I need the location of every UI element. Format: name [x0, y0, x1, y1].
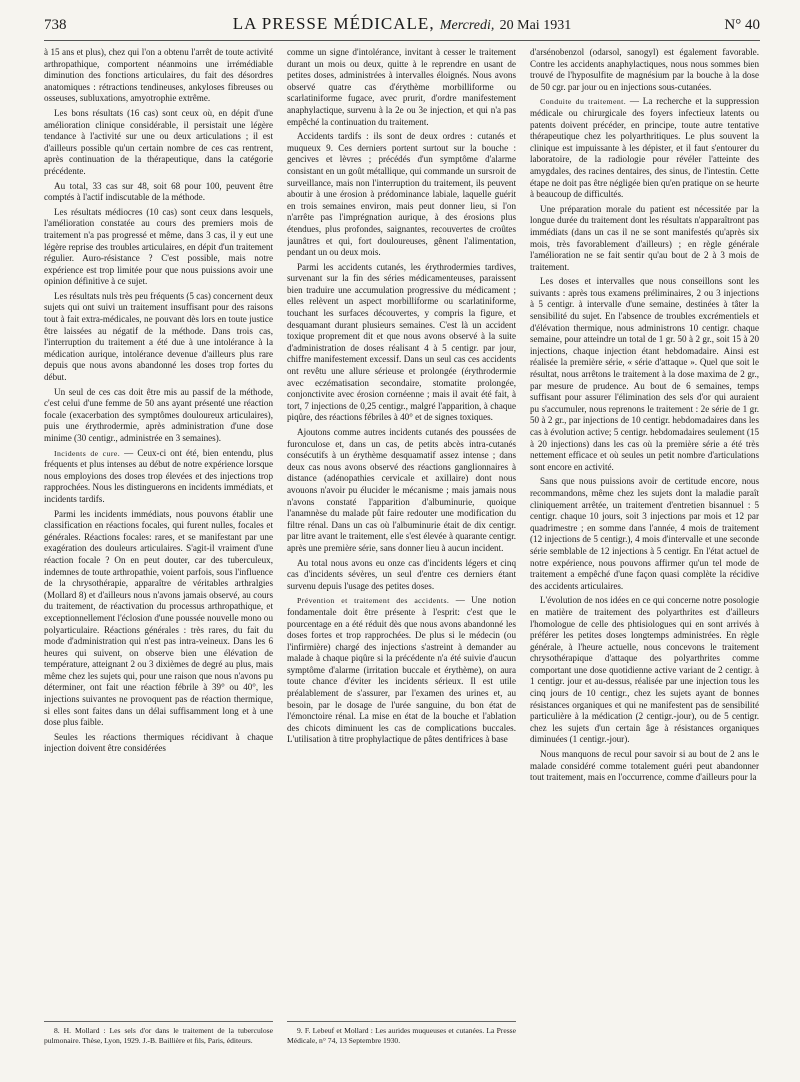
page-number: 738 — [44, 17, 67, 33]
journal-title — [233, 14, 571, 34]
paragraph: Les résultats nuls très peu fréquents (5 cas) concernent deux sujets qui ont suivi un traitement insuffisant pour des raisons tout à fait extra-médicales, ne pouvant dès lors en toute justice être laissées au négatif de la méthode. Dans trois cas, l'interruption du traitement a été due à une intolérance à la médication aurique, intolérance devenue d'ailleurs plus rare depuis que nous avons abandonné les doses trop fortes du début. — [44, 290, 273, 383]
column-middle — [287, 47, 516, 1067]
paragraph: à 15 ans et plus), chez qui l'on a obtenu l'arrêt de toute activité arthropathique, comportent néanmoins une irrémédiable diminution des fonctions articulaires, du fait des désordres anatomiques : rétractions tendineuses, ankyloses fibreuses ou osseuses, subluxations, amyotrophie extrême. — [44, 47, 273, 104]
section-text: — La recherche et la suppression médicale ou chirurgicale des foyers infectieux latents ou patents doivent précéder, en principe, toute autre tentative thérapeutique chez les polyarthritiques. Le plus souvent la clinique est impuissante à les dépister, et il faut s'entourer du laboratoire, de la radiologie pour révéler l'atteinte des amygdales, des racines dentaires, des sinus, de l'intestin. Cette étape ne doit pas être négligée bien qu'en pratique on se heurte à beaucoup de difficultés. — [530, 96, 759, 200]
paragraph: Parmi les accidents cutanés, les érythrodermies tardives, survenant sur la fin des séries médicamenteuses, paraissent bien traduire une accumulation progressive du médicament ; elles relèvent un aspect morbilliforme ou scarlatiniforme, touchant les surfaces découvertes, y compris la figure, et desquamant durant plusieurs semaines. C'est là un accident toxique proprement dit et que nous avons observé à la suite d'administration de doses réalisant 4 à 5 centigr. par jour, chiffre manifestement excessif. Dans un seul cas ces accidents ont revêtu une allure sérieuse et prolongée (érythrodermie avec eczématisation secondaire, stomatite prolongée, conjonctivite avec érosion cornéenne ; mais il avait été fait, à tort, 7 injections de 0,25 centigr., malgré l'apparition, à chaque piqûre, des réactions fébriles à 40° et de signes toxiques. — [287, 261, 516, 423]
section-heading: Incidents de cure. — [54, 448, 121, 458]
section-paragraph — [287, 595, 516, 746]
section-text: — Une notion fondamentale doit être présente à l'esprit: c'est que le pourcentage en a été réduit dès que nous avons abandonné les doses fortes et trop rapprochées. De plus si le médecin (ou l'infirmière) chargé des injections s'astreint à demander au malade à chaque piqûre si la précédente n'a été suivie d'aucun symptôme d'alarme (irritation buccale et érythème), on aura toute chance d'éviter les incidents sérieux. Il est utile préalablement de s'assurer, par l'examen des urines et, au besoin, par le dosage de l'urée sanguine, du bon état de l'émonctoire rénal. La mise en état de la bouche et l'ablation des chicots diminuent les cas de complications buccales. L'utilisation à titre prophylactique de pâtes dentifrices à base — [287, 595, 516, 745]
paragraph: Accidents tardifs : ils sont de deux ordres : cutanés et muqueux 9. Ces derniers portent surtout sur la bouche : gencives et lèvres ; précédés d'un symptôme d'alarme consistant en un goût métallique, qui commande un sursroit de surveillance, mais non l'interruption du traitement, ils peuvent aboutir à une érosion à prédominance labiale, laquelle guérit en trois semaines environ, mais peut donner lieu, si l'on n'arrête pas l'imprégnation aurique, à des érosions plus étendues, plus profondes, saignantes, recouvertes de croûtes jaunâtres et qui, fort douloureuses, gênent l'alimentation, pendant un ou deux mois. — [287, 131, 516, 258]
journal-name: LA PRESSE MÉDICALE, — [232, 14, 435, 33]
paragraph: Au total, 33 cas sur 48, soit 68 pour 100, peuvent être comptés à l'actif indiscutable de la méthode. — [44, 180, 273, 203]
text-columns — [44, 47, 760, 1067]
paragraph: Ajoutons comme autres incidents cutanés des poussées de furonculose et, dans un cas, de petits abcès intra-cutanés consécutifs à un érythème desquamatif assez intense ; dans deux cas nous avons observé des réactions ganglionnaires à distance (adénopathies cervicale et axillaire) dont nous avouons n'avoir pu élucider le mécanisme ; mais jamais nous n'avons constaté l'apparition d'albuminurie, quoique l'anamnèse du malade pût faire redouter une modification du filtre rénal. Dans un cas où l'albuminurie était de dix centigr. par litre avant le traitement, elle s'est élevée à quarante centigr. après une première série, sans donner lieu à aucun incident. — [287, 427, 516, 553]
section-heading: Conduite du traitement. — [540, 97, 627, 107]
paragraph: Seules les réactions thermiques récidivant à chaque injection doivent être considérées — [44, 731, 273, 754]
paragraph: Au total nous avons eu onze cas d'incidents légers et cinq cas d'incidents sévères, un seul d'entre ces derniers étant survenu depuis l'usage des petites doses. — [287, 557, 516, 591]
column-left — [44, 47, 273, 1067]
paragraph: Sans que nous puissions avoir de certitude encore, nous recommandons, même chez les sujets dont la maladie paraît cliniquement arrêtée, un traitement d'entretien bisannuel : 5 centigr. chaque 10 jours, soit 3 injections par mois et 12 par quadrimestre ; en somme dans l'année, 4 mois de traitement (12 injections de 5 centigr.), 4 mois d'intervalle et une seconde série semblable de 12 injections à 5 centigr. En l'état actuel de notre expérience, nous pouvons affirmer qu'un tel mode de traitement a empêché d'une façon quasi complète la récidive des accidents articulaires. — [530, 476, 759, 591]
paragraph: Les doses et intervalles que nous conseillons sont les suivants : après tous examens préliminaires, 2 ou 3 injections à 5 centigr. à intervalle d'une semaine, destinées à tâter la sensibilité du sujet. En l'absence de troubles excrémentiels et d'élévation thermique, nous administrons 10 centigr. chaque semaine, pour atteindre un total de 1 gr. 50 à 2 gr., soit 15 à 20 injections, chaque injection étant hebdomadaire. Ainsi est réalisée la première série, « série d'attaque ». Quel que soit le résultat, nous arrêtons le traitement à la dose maxima de 2 gr., par mesure de prudence. Au bout de 6 semaines, temps suffisant pour assurer l'élimination des sels d'or qui auraient pu s'accumuler, nous reprenons le traitement : 2e série de 1 gr. 50 à 2 gr., par injections de 10 centigr. hebdomadaires dans les cas à évolution active; 5 centigr. hebdomadaires seulement (15 à 20 injections) dans les cas où la première série a été très nettement efficace et où seules un petit nombre d'articulations sont encore en activité. — [530, 276, 759, 472]
paragraph: Un seul de ces cas doit être mis au passif de la méthode, c'est celui d'une femme de 50 ans ayant présenté une réaction focale (exacerbation des symptômes douloureux articulaires), puis une érythrodermie, après administration d'une dose minime (30 centigr., administrée en 3 semaines). — [44, 386, 273, 443]
paragraph: Nous manquons de recul pour savoir si au bout de 2 ans le malade considéré comme totalement guéri peut abandonner tout traitement, mais en l'occurrence, comme d'ailleurs pour la — [530, 749, 759, 783]
paragraph: Parmi les incidents immédiats, nous pouvons établir une classification en réactions focales, qui furent nulles, focales et générales. Réactions focales: rares, et se manifestant par une exagération des douleurs articulaires. S'agit-il vraiment d'une réaction focale ? On en peut douter, car des tuberculeux, indemnes de toute arthropathie, voient parfois, sous l'influence de la chrysothérapie, apparaître de véritables arthralgies (Mollard 8) et d'ailleurs nous n'avons jamais observé, au cours du traitement, de réactivation du processus arthropathique, et exceptionnellement l'éclosion d'une poussée nouvelle mono ou polyarticulaire. Réactions générales : très rares, du fait du mode d'administration qui n'est pas intra-veineux. Dans les 6 heures qui suivent, on observe bien une élévation de température, atteignant 2 ou 3 dixièmes de degré au plus, mais même chez les sujets qui, pour une raison que nous n'avons pu déterminer, ont fait une réaction fébrile à 39° ou 40°, les injections suivantes ne provoquent pas de réaction thermique, si elles sont faites dans un délai suffisamment long et à une dose plus faible. — [44, 508, 273, 728]
section-heading: Prévention et traitement des accidents. — [297, 596, 450, 606]
paragraph: d'arsénobenzol (odarsol, sanogyl) est également favorable. Contre les accidents anaphylactiques, nous nous sommes bien trouvé de l'hyposulfite de magnésium par la bouche à la dose de 50 cgr. par jour ou en injections sous-cutanées. — [530, 47, 759, 92]
paragraph: Les résultats médiocres (10 cas) sont ceux dans lesquels, l'amélioration constatée au cours des premiers mois de traitement n'a pas progressé et même, dans 3 cas, il y eut une légère reprise des troubles articulaires, en dépit d'un traitement régulier. Auro-résistance ? C'est possible, mais notre expérience est trop limitée pour que nous puissions avoir une opinion définitive à ce sujet. — [44, 206, 273, 287]
footnote: 9. F. Lebeuf et Mollard : Les aurides muqueuses et cutanées. La Presse Médicale, n° 74, 13 Septembre 1930. — [287, 1021, 516, 1045]
paragraph: Les bons résultats (16 cas) sont ceux où, en dépit d'une amélioration clinique considérable, il persistait une légère tendance à l'activité sur une ou deux articulations ; il est d'ailleurs possible qu'un certain nombre de ces cas rentrent, après continuation de la thérapeutique, dans la catégorie précédente. — [44, 107, 273, 176]
section-paragraph — [44, 448, 273, 506]
weekday: Mercredi, — [439, 18, 495, 33]
page-header — [44, 14, 760, 41]
footnote: 8. H. Mollard : Les sels d'or dans le traitement de la tuberculose pulmonaire. Thèse, Lyon, 1929. J.-B. Baillière et fils, Paris, éditeurs. — [44, 1021, 273, 1045]
section-text: — Ceux-ci ont été, bien entendu, plus fréquents et plus intenses au début de notre expérience lorsque nous employions des doses trop élevées et des injections trop rapprochées. Nous les distinguerons en incidents immédiats, et incidents tardifs. — [44, 447, 273, 504]
section-paragraph — [530, 96, 759, 200]
issue-date: 20 Mai 1931 — [499, 18, 572, 33]
column-right — [530, 47, 759, 1067]
paragraph: Une préparation morale du patient est nécessitée par la longue durée du traitement dont les résultats n'apparaîtront pas immédiats (dans un cas il ne se sont manifestés qu'après six mois, très favorablement d'ailleurs) ; en règle générale l'amélioration ne se fait sentir qu'au bout de 2 à 3 mois de traitement. — [530, 203, 759, 272]
paragraph: comme un signe d'intolérance, invitant à cesser le traitement durant un mois ou deux, quitte à le reprendre en usant de petites doses, administrées à intervalles éloignés. Nous avons observé quatre cas d'érythème morbilliforme ou scarlatiniforme fugace, avec prurit, d'ordre manifestement anaphylactique, survenu à la 2e ou 3e injection, et qui n'a pas empêché la continuation du traitement. — [287, 47, 516, 127]
issue-number: N° 40 — [724, 17, 760, 33]
paragraph: L'évolution de nos idées en ce qui concerne notre posologie en matière de traitement des polyarthrites est d'ailleurs l'homologue de celle des phtisiologues qui en sont arrivés à préférer les petites doses longtemps administrées. En règle générale, à l'heure actuelle, nous concevons le traitement chrysothérapique d'attaque des polyarthrites comme comportant une dose quotidienne active variant de 2 centigr. à 1 centigr. jour et au-dessus, réalisée par une injection tous les cinq jours de 10 centigr., chez les sujets ayant de bonnes résistances organiques et qui ne manifestent pas de sensibilité particulière à la médication (2 centigr.-jour), ou de 5 centigr. chez les sujets d'un certain âge à résistances organiques diminuées (1 centigr.-jour). — [530, 595, 759, 745]
